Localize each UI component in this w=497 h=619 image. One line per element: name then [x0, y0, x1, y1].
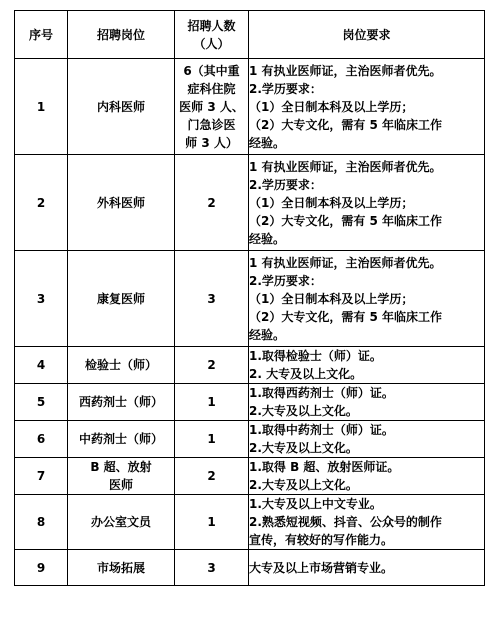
- row-requirements: [249, 251, 485, 347]
- requirement-line: 经验。: [249, 327, 286, 342]
- count-line: 1: [207, 515, 216, 529]
- requirement-line: 经验。: [249, 231, 286, 246]
- requirement-line: （2）大专文化，需有 5 年临床工作: [249, 117, 443, 132]
- header-position: 招聘岗位: [68, 11, 175, 59]
- row-position: [68, 495, 175, 550]
- requirement-line: 2.学历要求：: [249, 81, 322, 96]
- row-requirements: [249, 421, 485, 458]
- requirement-line: 1.取得西药剂士（师）证。: [249, 386, 394, 400]
- header-count: [175, 11, 249, 59]
- requirement-line: 2.学历要求：: [249, 177, 322, 192]
- position-line: 康复医师: [96, 291, 145, 306]
- requirement-line: （1）全日制本科及以上学历；: [249, 99, 414, 114]
- table-row: [15, 347, 485, 384]
- count-line: 1: [207, 395, 216, 409]
- header-index: 序号: [15, 11, 68, 59]
- table-body: [15, 59, 485, 586]
- count-line: 2: [207, 469, 216, 483]
- row-count: [175, 251, 249, 347]
- position-line: 市场拓展: [96, 560, 145, 575]
- table-row: [15, 458, 485, 495]
- row-count: [175, 347, 249, 384]
- row-count: [175, 59, 249, 155]
- count-line: 2: [207, 358, 216, 372]
- row-index: 2: [15, 155, 68, 251]
- row-requirements: [249, 458, 485, 495]
- requirement-line: （1）全日制本科及以上学历；: [249, 291, 414, 306]
- row-requirements: [249, 495, 485, 550]
- requirement-line: （1）全日制本科及以上学历；: [249, 195, 414, 210]
- requirement-line: （2）大专文化，需有 5 年临床工作: [249, 213, 443, 228]
- row-count: [175, 421, 249, 458]
- row-requirements: [249, 384, 485, 421]
- count-line: 门急诊医: [187, 117, 236, 132]
- row-index: 8: [15, 495, 68, 550]
- requirement-line: 1.大专及以上中文专业。: [249, 497, 382, 511]
- position-line: 中药剂士（师）: [78, 432, 163, 446]
- requirement-line: 大专及以上市场营销专业。: [249, 560, 394, 575]
- header-requirements: 岗位要求: [249, 11, 485, 59]
- requirement-line: 2.大专及以上文化。: [249, 441, 358, 455]
- requirement-line: 1 有执业医师证，主治医师者优先。: [249, 63, 442, 78]
- header-row: [15, 11, 485, 59]
- row-count: [175, 495, 249, 550]
- table-row: [15, 59, 485, 155]
- requirement-line: （2）大专文化，需有 5 年临床工作: [249, 309, 443, 324]
- table-row: [15, 421, 485, 458]
- requirement-line: 经验。: [249, 135, 286, 150]
- requirement-line: 2.熟悉短视频、抖音、公众号的制作: [249, 515, 442, 529]
- row-position: [68, 550, 175, 586]
- table-row: [15, 155, 485, 251]
- requirement-line: 2. 大专及以上文化。: [249, 367, 363, 381]
- requirement-line: 宣传，有较好的写作能力。: [249, 533, 394, 547]
- row-requirements: [249, 59, 485, 155]
- row-index: 5: [15, 384, 68, 421]
- requirement-line: 1 有执业医师证，主治医师者优先。: [249, 159, 442, 174]
- position-line: 内科医师: [96, 99, 145, 114]
- row-position: [68, 59, 175, 155]
- row-position: [68, 421, 175, 458]
- row-index: 7: [15, 458, 68, 495]
- requirement-line: 1.取得检验士（师）证。: [249, 349, 382, 363]
- count-line: 6（其中重: [183, 63, 240, 78]
- requirement-line: 1.取得 B 超、放射医师证。: [249, 460, 400, 474]
- row-count: [175, 384, 249, 421]
- row-index: 9: [15, 550, 68, 586]
- row-count: [175, 155, 249, 251]
- requirement-line: 1.取得中药剂士（师）证。: [249, 423, 394, 437]
- row-index: 1: [15, 59, 68, 155]
- recruitment-table: [14, 10, 485, 586]
- row-position: [68, 347, 175, 384]
- row-requirements: [249, 347, 485, 384]
- row-index: 3: [15, 251, 68, 347]
- position-line: 检验士（师）: [84, 358, 157, 372]
- position-line: 外科医师: [96, 195, 145, 210]
- position-line: B 超、放射: [90, 460, 152, 474]
- row-count: [175, 458, 249, 495]
- position-line: 办公室文员: [90, 515, 151, 529]
- table-row: [15, 251, 485, 347]
- row-requirements: [249, 550, 485, 586]
- row-index: 6: [15, 421, 68, 458]
- header-count-unit: （人）: [193, 36, 230, 51]
- row-position: [68, 458, 175, 495]
- table-row: [15, 550, 485, 586]
- requirement-line: 2.学历要求：: [249, 273, 322, 288]
- count-line: 症科住院: [187, 81, 236, 96]
- row-count: [175, 550, 249, 586]
- position-line: 医师: [108, 478, 133, 492]
- row-position: [68, 384, 175, 421]
- table-row: [15, 495, 485, 550]
- count-line: 2: [207, 195, 216, 210]
- requirement-line: 2.大专及以上文化。: [249, 404, 358, 418]
- header-count-line: 招聘人数: [187, 18, 236, 33]
- count-line: 3: [207, 560, 216, 575]
- count-line: 医师 3 人、: [179, 99, 244, 114]
- row-position: [68, 251, 175, 347]
- requirement-line: 1 有执业医师证，主治医师者优先。: [249, 255, 442, 270]
- position-line: 西药剂士（师）: [78, 395, 163, 409]
- requirement-line: 2.大专及以上文化。: [249, 478, 358, 492]
- row-requirements: [249, 155, 485, 251]
- row-position: [68, 155, 175, 251]
- count-line: 3: [207, 291, 216, 306]
- table-row: [15, 384, 485, 421]
- count-line: 师 3 人）: [185, 135, 238, 150]
- row-index: 4: [15, 347, 68, 384]
- count-line: 1: [207, 432, 216, 446]
